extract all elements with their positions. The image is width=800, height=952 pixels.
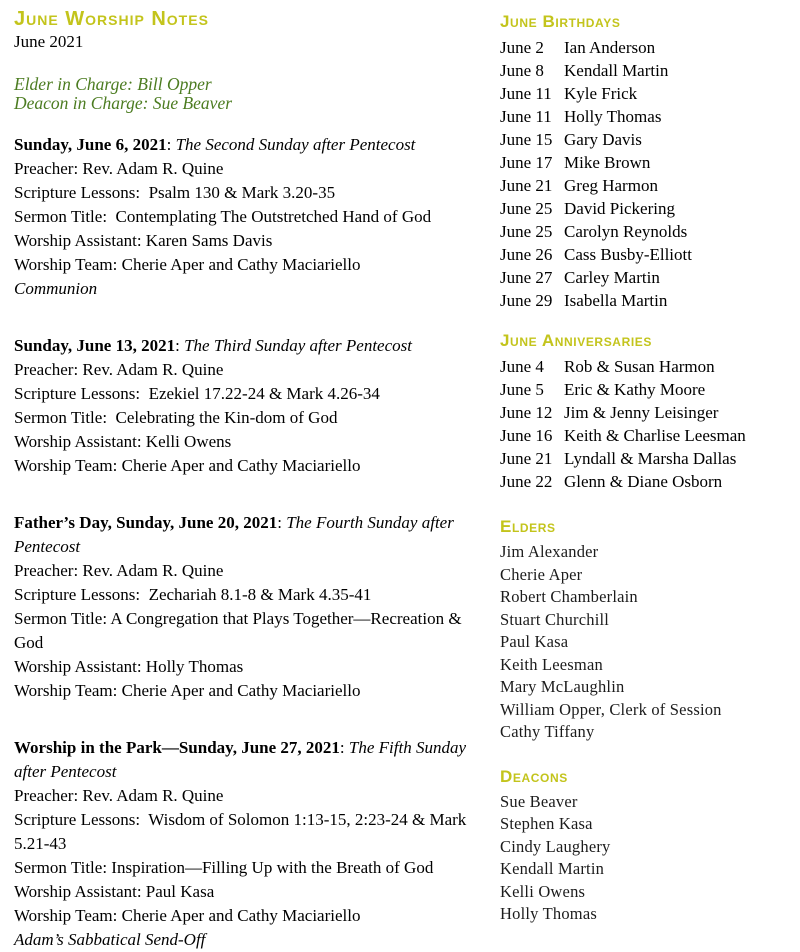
anniversaries-section <box>500 330 784 493</box>
page-title: June Worship Notes <box>14 8 209 30</box>
birthday-row <box>500 36 784 59</box>
service-sermon-title-line: Sermon Title: Inspiration—Filling Up with the Breath of God <box>14 858 434 877</box>
anniversary-date: June 21 <box>500 449 553 468</box>
birthday-date: June 17 <box>500 153 553 172</box>
elder-name: Keith Leesman <box>500 654 603 674</box>
service-scripture-line: Scripture Lessons: Ezekiel 17.22-24 & Mark 4.26-34 <box>14 384 380 403</box>
deacon-in-charge-line: Deacon in Charge: Sue Beaver <box>14 93 233 113</box>
deacon-name: Sue Beaver <box>500 791 578 811</box>
birthday-date: June 27 <box>500 268 553 287</box>
anniversary-row <box>500 447 784 470</box>
anniversaries-list <box>500 355 784 493</box>
in-charge-block <box>14 75 484 113</box>
deacons-list <box>500 791 784 926</box>
service-preacher-line: Preacher: Rev. Adam R. Quine <box>14 786 224 805</box>
service-sermon-title-line: Sermon Title: A Congregation that Plays Together—Recreation & God <box>14 609 466 652</box>
elders-section <box>500 516 784 744</box>
service-date: Worship in the Park—Sunday, June 27, 2021 <box>14 738 340 757</box>
service-worship-team-line: Worship Team: Cherie Aper and Cathy Maciariello <box>14 681 361 700</box>
service-heading <box>14 736 484 784</box>
service-heading-separator: : <box>339 738 349 757</box>
anniversary-names: Eric & Kathy Moore <box>564 380 706 399</box>
service-heading-separator: : <box>166 135 176 154</box>
elder-name: William Opper, Clerk of Session <box>500 699 722 719</box>
birthdays-section <box>500 11 784 312</box>
service-heading <box>14 133 484 157</box>
service-worship-assistant-line: Worship Assistant: Paul Kasa <box>14 882 215 901</box>
deacons-section <box>500 766 784 926</box>
birthday-row <box>500 59 784 82</box>
birthday-row <box>500 105 784 128</box>
elder-name: Robert Chamberlain <box>500 587 638 606</box>
birthday-row <box>500 128 784 151</box>
anniversary-names: Rob & Susan Harmon <box>564 357 715 376</box>
birthday-name: Ian Anderson <box>564 38 656 57</box>
service-heading <box>14 511 484 559</box>
service-note: Adam’s Sabbatical Send-Off <box>14 930 206 949</box>
anniversary-date: June 22 <box>500 472 553 491</box>
service-heading-separator: : <box>277 513 287 532</box>
birthday-name: Carolyn Reynolds <box>564 222 688 241</box>
deacon-name: Cindy Laughery <box>500 836 611 856</box>
service-scripture-line: Scripture Lessons: Psalm 130 & Mark 3.20-35 <box>14 183 336 202</box>
birthday-name: Kendall Martin <box>564 61 669 80</box>
service-date: Father’s Day, Sunday, June 20, 2021 <box>14 513 278 532</box>
birthday-date: June 11 <box>500 107 552 126</box>
birthday-date: June 11 <box>500 84 552 103</box>
birthday-row <box>500 82 784 105</box>
service-heading <box>14 334 484 358</box>
anniversary-row <box>500 470 784 493</box>
birthday-row <box>500 151 784 174</box>
service-section <box>14 334 484 478</box>
anniversary-row <box>500 378 784 401</box>
anniversary-row <box>500 424 784 447</box>
service-worship-team-line: Worship Team: Cherie Aper and Cathy Maciariello <box>14 906 361 925</box>
birthday-date: June 21 <box>500 176 553 195</box>
service-worship-assistant-line: Worship Assistant: Kelli Owens <box>14 432 232 451</box>
birthday-row <box>500 289 784 312</box>
service-scripture-line: Scripture Lessons: Zechariah 8.1-8 & Mark 4.35-41 <box>14 585 372 604</box>
service-preacher-line: Preacher: Rev. Adam R. Quine <box>14 360 224 379</box>
service-date: Sunday, June 13, 2021 <box>14 336 176 355</box>
birthday-row <box>500 243 784 266</box>
service-liturgical-name: The Third Sunday after Pentecost <box>184 336 412 355</box>
anniversary-row <box>500 401 784 424</box>
elders-title: Elders <box>500 517 556 536</box>
worship-notes-column <box>14 8 500 952</box>
anniversary-row <box>500 355 784 378</box>
service-preacher-line: Preacher: Rev. Adam R. Quine <box>14 159 224 178</box>
anniversary-names: Glenn & Diane Osborn <box>564 472 723 491</box>
sidebar-column <box>500 8 784 952</box>
service-sermon-title-line: Sermon Title: Celebrating the Kin-dom of God <box>14 408 338 427</box>
elder-in-charge-line: Elder in Charge: Bill Opper <box>14 74 212 94</box>
anniversary-date: June 12 <box>500 403 553 422</box>
birthday-name: Holly Thomas <box>564 107 662 126</box>
anniversary-date: June 16 <box>500 426 553 445</box>
service-liturgical-name: The Fourth Sunday after Pentecost <box>14 513 454 556</box>
anniversary-date: June 5 <box>500 380 544 399</box>
birthday-name: Greg Harmon <box>564 176 658 195</box>
birthday-date: June 8 <box>500 61 544 80</box>
birthday-date: June 29 <box>500 291 553 310</box>
deacon-name: Stephen Kasa <box>500 814 593 833</box>
birthday-name: Carley Martin <box>564 268 660 287</box>
deacon-name: Kelli Owens <box>500 881 586 901</box>
birthdays-title: June Birthdays <box>500 12 621 31</box>
elder-name: Cherie Aper <box>500 564 583 584</box>
anniversaries-title: June Anniversaries <box>500 331 652 350</box>
service-worship-assistant-line: Worship Assistant: Holly Thomas <box>14 657 244 676</box>
deacon-name: Holly Thomas <box>500 904 597 923</box>
deacons-title: Deacons <box>500 766 568 786</box>
elder-name: Jim Alexander <box>500 542 599 561</box>
birthday-date: June 26 <box>500 245 553 264</box>
birthday-name: Isabella Martin <box>564 291 668 310</box>
service-preacher-line: Preacher: Rev. Adam R. Quine <box>14 561 224 580</box>
birthday-date: June 15 <box>500 130 553 149</box>
service-note: Communion <box>14 279 98 298</box>
birthday-name: Kyle Frick <box>564 84 638 103</box>
birthday-name: Mike Brown <box>564 153 651 172</box>
birthday-name: Gary Davis <box>564 130 642 149</box>
elder-name: Stuart Churchill <box>500 609 610 629</box>
anniversary-names: Lyndall & Marsha Dallas <box>564 449 737 468</box>
service-liturgical-name: The Second Sunday after Pentecost <box>175 135 416 154</box>
birthday-name: Cass Busby-Elliott <box>564 245 692 264</box>
service-heading-separator: : <box>175 336 185 355</box>
elder-name: Mary McLaughlin <box>500 677 625 696</box>
birthday-date: June 25 <box>500 199 553 218</box>
service-date: Sunday, June 6, 2021 <box>14 135 167 154</box>
birthday-row <box>500 174 784 197</box>
service-section <box>14 511 484 703</box>
elder-name: Paul Kasa <box>500 632 569 651</box>
anniversary-names: Jim & Jenny Leisinger <box>564 403 719 422</box>
services-list <box>14 133 484 952</box>
birthday-row <box>500 220 784 243</box>
service-section <box>14 736 484 952</box>
service-scripture-line: Scripture Lessons: Wisdom of Solomon 1:13-15, 2:23-24 & Mark 5.21-43 <box>14 810 471 853</box>
deacon-name: Kendall Martin <box>500 859 605 878</box>
service-section <box>14 133 484 301</box>
birthday-date: June 25 <box>500 222 553 241</box>
service-sermon-title-line: Sermon Title: Contemplating The Outstretched Hand of God <box>14 207 432 226</box>
elders-list <box>500 541 784 744</box>
anniversary-names: Keith & Charlise Leesman <box>564 426 746 445</box>
issue-date: June 2021 <box>14 32 84 51</box>
birthdays-list <box>500 36 784 312</box>
birthday-row <box>500 197 784 220</box>
birthday-name: David Pickering <box>564 199 675 218</box>
birthday-row <box>500 266 784 289</box>
service-worship-team-line: Worship Team: Cherie Aper and Cathy Maciariello <box>14 255 361 274</box>
service-liturgical-name: The Fifth Sunday after Pentecost <box>14 738 467 781</box>
anniversary-date: June 4 <box>500 357 544 376</box>
service-worship-assistant-line: Worship Assistant: Karen Sams Davis <box>14 231 273 250</box>
elder-name: Cathy Tiffany <box>500 722 595 741</box>
birthday-date: June 2 <box>500 38 544 57</box>
service-worship-team-line: Worship Team: Cherie Aper and Cathy Maciariello <box>14 456 361 475</box>
